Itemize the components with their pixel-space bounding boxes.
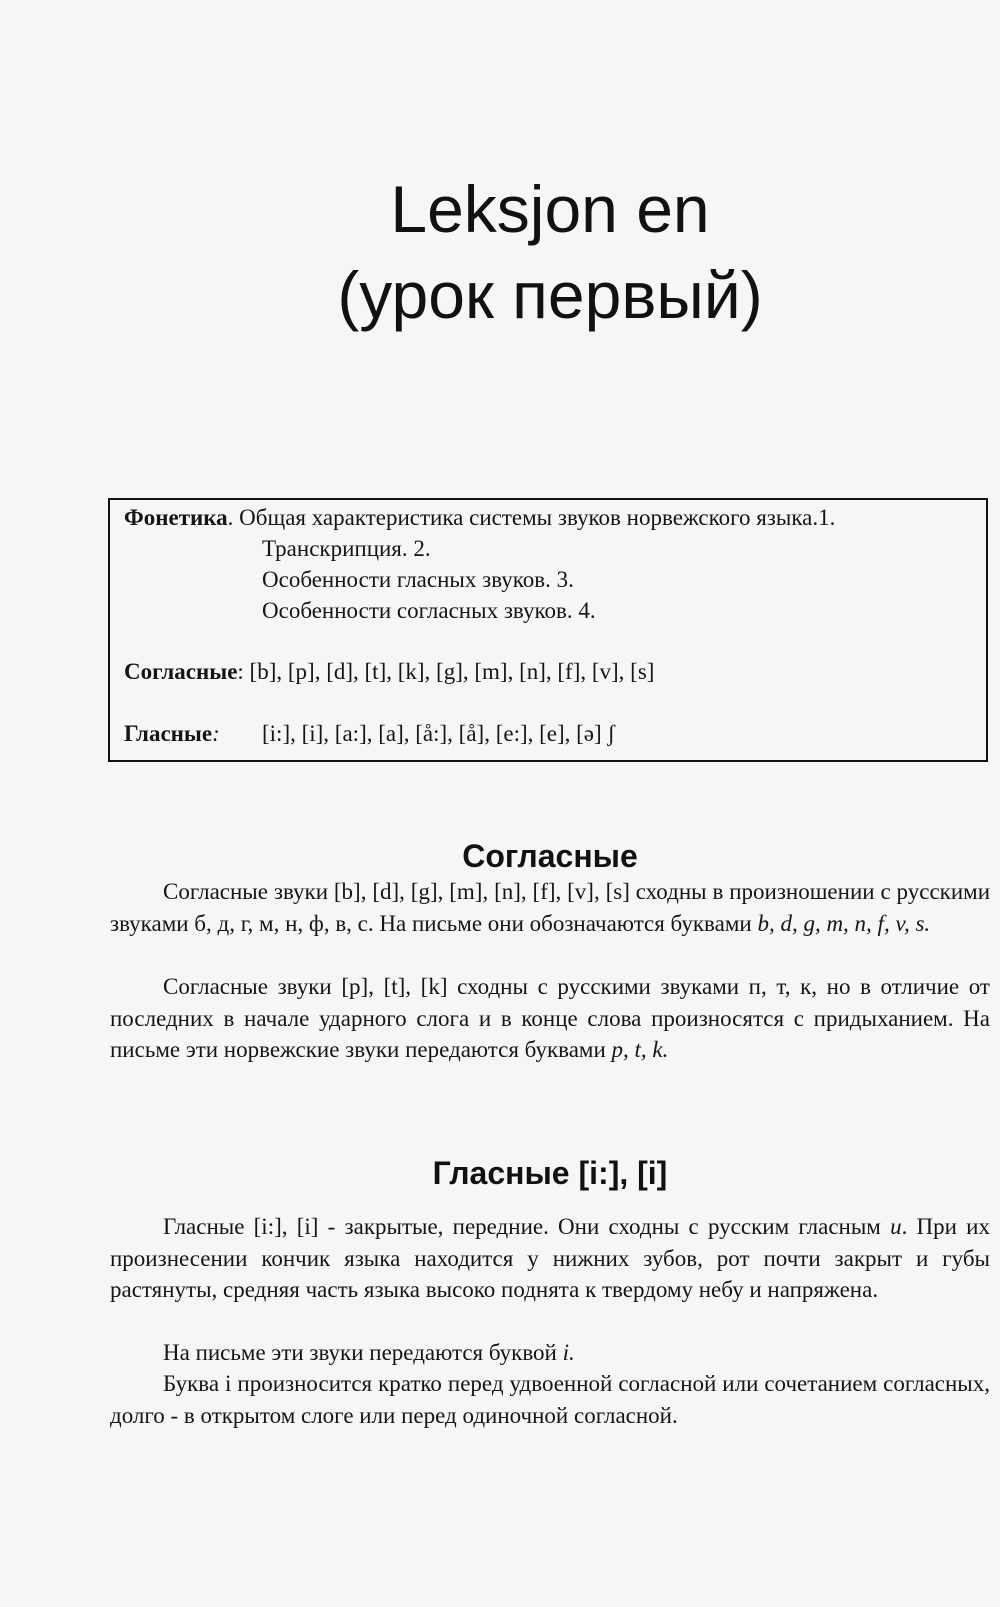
- vowels-paragraph-1-text-a: Гласные [i:], [i] - закрытые, передние. Они сходны с русским гласным: [163, 1214, 891, 1239]
- vowels-paragraph-1: [110, 1211, 990, 1306]
- vowels-list: [i:], [i], [a:], [a], [å:], [å], [e:], [e], [ə] ʃ: [262, 721, 616, 746]
- consonants-paragraph-2: [110, 971, 990, 1066]
- section-heading-consonants: Согласные: [462, 838, 638, 874]
- vowels-paragraph-2-letter: i.: [562, 1340, 575, 1365]
- phonetics-label: Фонетика: [124, 505, 228, 530]
- vowels-paragraph-2: [110, 1337, 990, 1369]
- consonants-label: Согласные: [124, 659, 238, 684]
- phonetics-item-3: Особенности гласных звуков. 3.: [262, 567, 574, 592]
- vowels-label: Гласные: [124, 721, 213, 746]
- phonetics-item-1: . Общая характеристика системы звуков норвежского языка.1.: [227, 505, 836, 530]
- phonetics-row: [124, 502, 835, 533]
- phonetics-item-4: Особенности согласных звуков. 4.: [262, 598, 596, 623]
- consonants-paragraph-1-text: Согласные звуки [b], [d], [g], [m], [n], [f], [v], [s] сходны в произношении с русскими звуками б, д, г, м, н, ф, в, с. На письме они обозначаются буквами: [110, 879, 990, 936]
- vowels-colon: :: [212, 721, 220, 746]
- vowels-paragraph-2-text: На письме эти звуки передаются буквой: [163, 1340, 563, 1365]
- lesson-subtitle: (урок первый): [337, 258, 763, 332]
- consonants-paragraph-1: [110, 876, 990, 939]
- vowels-paragraph-1-text-b: . При их произнесении кончик языка находится у нижних зубов, рот почти закрыт и губы растянуты, средняя часть языка высоко поднята к твердому небу и напряжена.: [110, 1214, 990, 1302]
- lesson-summary-box: [108, 498, 988, 762]
- vowels-paragraph-1-letter: и: [890, 1214, 902, 1239]
- vowels-label-row: [124, 718, 220, 749]
- section-heading-vowels: Гласные [i:], [i]: [432, 1155, 668, 1191]
- vowels-paragraph-3: Буква i произносится кратко перед удвоенной согласной или сочетанием согласных, долго - в открытом слоге или перед одиночной согласной.: [110, 1371, 990, 1428]
- consonants-paragraph-2-text: Согласные звуки [p], [t], [k] сходны с русскими звуками п, т, к, но в отличие от последних в начале ударного слога и в конце слова произносятся с придыханием. На письме эти норвежские звуки передаются буквами: [110, 974, 990, 1062]
- phonetics-item-2: Транскрипция. 2.: [262, 536, 431, 561]
- consonants-list: : [b], [p], [d], [t], [k], [g], [m], [n], [f], [v], [s]: [237, 659, 655, 684]
- consonants-paragraph-1-letters: b, d, g, m, n, f, v, s.: [757, 910, 931, 936]
- consonants-paragraph-2-letters: p, t, k.: [611, 1037, 669, 1062]
- consonants-row: [124, 656, 654, 687]
- lesson-title: Leksjon en: [390, 172, 710, 246]
